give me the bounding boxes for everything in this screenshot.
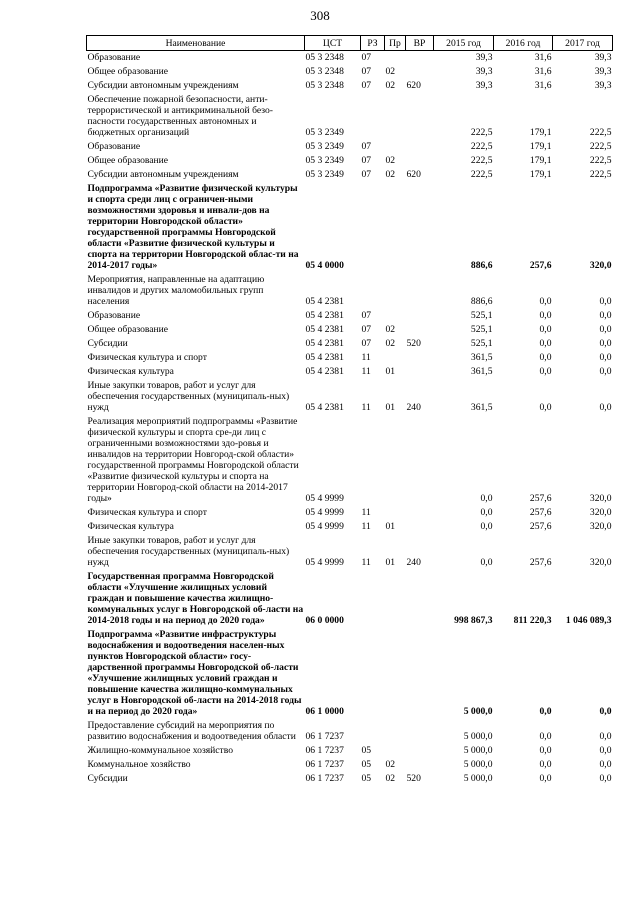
row-name: Мероприятия, направленные на адаптацию инвалидов и других маломобильных групп населения bbox=[87, 274, 265, 307]
row-value-2016: 0,0 bbox=[539, 759, 552, 770]
table-row bbox=[87, 140, 613, 154]
row-value-2016: 0,0 bbox=[539, 402, 552, 413]
row-vr: 620 bbox=[406, 169, 421, 180]
row-name: Субсидии bbox=[87, 338, 128, 349]
row-name: Иные закупки товаров, работ и услуг для обеспечения государственных (муниципаль-ных) нужд bbox=[87, 380, 290, 413]
row-value-2015: 222,5 bbox=[470, 141, 493, 152]
row-value-2016: 0,0 bbox=[539, 352, 552, 363]
table-row bbox=[87, 379, 613, 415]
row-rz: 11 bbox=[361, 402, 371, 413]
row-cst: 06 1 7237 bbox=[305, 731, 344, 742]
row-cst: 05 4 0000 bbox=[305, 260, 344, 271]
row-rz bbox=[361, 182, 385, 273]
table-row bbox=[87, 365, 613, 379]
table-row bbox=[87, 51, 613, 66]
row-name: Образование bbox=[87, 310, 141, 321]
row-pr: 02 bbox=[385, 80, 396, 91]
row-vr bbox=[406, 744, 434, 758]
row-vr bbox=[406, 520, 434, 534]
row-name: Физическая культура bbox=[87, 366, 174, 377]
row-cst: 06 1 0000 bbox=[305, 706, 344, 717]
row-pr: 02 bbox=[385, 338, 396, 349]
row-vr bbox=[406, 140, 434, 154]
row-pr bbox=[385, 719, 406, 744]
row-rz: 11 bbox=[361, 507, 371, 518]
row-value-2015: 0,0 bbox=[480, 521, 493, 532]
table-row bbox=[87, 415, 613, 506]
row-rz: 07 bbox=[361, 310, 372, 321]
row-value-2016: 257,6 bbox=[529, 557, 552, 568]
row-name: Обеспечение пожарной безопасности, анти-террористической и антикриминальной безо-пасности государственных автономных и бюджетных организаций bbox=[87, 94, 273, 138]
table-row bbox=[87, 570, 613, 628]
row-pr: 02 bbox=[385, 169, 396, 180]
row-rz: 07 bbox=[361, 141, 372, 152]
row-name: Жилищно-коммунальное хозяйство bbox=[87, 745, 234, 756]
row-value-2015: 39,3 bbox=[475, 66, 493, 77]
row-value-2016: 0,0 bbox=[539, 296, 552, 307]
row-value-2015: 525,1 bbox=[470, 324, 493, 335]
row-value-2017: 39,3 bbox=[594, 66, 612, 77]
row-rz: 05 bbox=[361, 759, 372, 770]
row-value-2016: 257,6 bbox=[529, 260, 552, 271]
row-value-2016: 0,0 bbox=[539, 773, 552, 784]
row-value-2015: 361,5 bbox=[470, 352, 493, 363]
row-vr bbox=[406, 323, 434, 337]
row-name: Иные закупки товаров, работ и услуг для обеспечения государственных (муниципаль-ных) нужд bbox=[87, 535, 290, 568]
row-value-2016: 179,1 bbox=[529, 127, 552, 138]
row-vr bbox=[406, 273, 434, 309]
row-name: Коммунальное хозяйство bbox=[87, 759, 191, 770]
row-cst: 05 3 2348 bbox=[305, 52, 344, 63]
col-header-2015: 2015 год bbox=[434, 36, 494, 51]
row-name: Образование bbox=[87, 52, 141, 63]
row-pr bbox=[385, 351, 406, 365]
row-cst: 05 4 2381 bbox=[305, 324, 344, 335]
row-value-2017: 320,0 bbox=[589, 557, 612, 568]
row-value-2016: 0,0 bbox=[539, 310, 552, 321]
row-value-2017: 222,5 bbox=[589, 169, 612, 180]
row-value-2017: 39,3 bbox=[594, 80, 612, 91]
row-pr bbox=[385, 182, 406, 273]
row-vr bbox=[406, 415, 434, 506]
row-pr bbox=[385, 628, 406, 719]
row-pr: 02 bbox=[385, 155, 396, 166]
row-value-2015: 0,0 bbox=[480, 493, 493, 504]
row-rz: 11 bbox=[361, 352, 371, 363]
row-value-2016: 179,1 bbox=[529, 169, 552, 180]
row-name: Реализация мероприятий подпрограммы «Развитие физической культуры и спорта сре-ди лиц с ограниченными возможностями здо-ровья и инвалидов на территории Новгород-ской области» государственной программы Новгородской области «Развитие физической культуры и спорта на территории Новгород-ской области на 2014-2017 годы» bbox=[87, 416, 299, 504]
row-name: Образование bbox=[87, 141, 141, 152]
row-name: Общее образование bbox=[87, 324, 169, 335]
row-value-2015: 39,3 bbox=[475, 80, 493, 91]
table-row bbox=[87, 182, 613, 273]
table-row bbox=[87, 628, 613, 719]
row-pr: 01 bbox=[385, 402, 396, 413]
row-vr bbox=[406, 365, 434, 379]
row-pr: 02 bbox=[385, 66, 396, 77]
row-value-2017: 320,0 bbox=[589, 521, 612, 532]
row-name: Общее образование bbox=[87, 155, 169, 166]
table-row bbox=[87, 323, 613, 337]
row-value-2017: 320,0 bbox=[589, 507, 612, 518]
row-value-2017: 222,5 bbox=[589, 127, 612, 138]
row-cst: 05 4 9999 bbox=[305, 493, 344, 504]
row-rz bbox=[361, 570, 385, 628]
row-cst: 05 4 2381 bbox=[305, 310, 344, 321]
row-value-2015: 361,5 bbox=[470, 402, 493, 413]
row-name: Субсидии bbox=[87, 773, 128, 784]
row-value-2017: 0,0 bbox=[599, 759, 612, 770]
row-vr: 240 bbox=[406, 557, 421, 568]
table-row bbox=[87, 772, 613, 786]
row-pr bbox=[385, 93, 406, 140]
row-name: Субсидии автономным учреждениям bbox=[87, 80, 239, 91]
col-header-rz: РЗ bbox=[361, 36, 385, 51]
row-value-2016: 179,1 bbox=[529, 155, 552, 166]
row-vr: 520 bbox=[406, 338, 421, 349]
row-value-2016: 0,0 bbox=[539, 366, 552, 377]
row-cst: 06 1 7237 bbox=[305, 745, 344, 756]
row-rz: 07 bbox=[361, 155, 372, 166]
row-name: Физическая культура и спорт bbox=[87, 352, 207, 363]
row-value-2016: 0,0 bbox=[539, 731, 552, 742]
row-cst: 05 4 2381 bbox=[305, 352, 344, 363]
row-cst: 05 3 2348 bbox=[305, 80, 344, 91]
row-vr bbox=[406, 506, 434, 520]
row-cst: 05 3 2349 bbox=[305, 141, 344, 152]
row-value-2017: 0,0 bbox=[599, 402, 612, 413]
row-value-2017: 222,5 bbox=[589, 141, 612, 152]
row-vr: 240 bbox=[406, 402, 421, 413]
row-value-2015: 5 000,0 bbox=[463, 731, 493, 742]
row-cst: 06 1 7237 bbox=[305, 759, 344, 770]
row-rz: 07 bbox=[361, 80, 372, 91]
table-row bbox=[87, 719, 613, 744]
row-value-2017: 0,0 bbox=[599, 366, 612, 377]
row-cst: 05 3 2348 bbox=[305, 66, 344, 77]
row-rz: 11 bbox=[361, 521, 371, 532]
row-value-2016: 257,6 bbox=[529, 493, 552, 504]
row-cst: 05 4 2381 bbox=[305, 296, 344, 307]
col-header-pr: Пр bbox=[385, 36, 406, 51]
row-value-2015: 0,0 bbox=[480, 507, 493, 518]
row-value-2017: 0,0 bbox=[599, 745, 612, 756]
row-vr bbox=[406, 351, 434, 365]
row-value-2016: 179,1 bbox=[529, 141, 552, 152]
row-value-2017: 0,0 bbox=[599, 731, 612, 742]
col-header-name: Наименование bbox=[87, 36, 305, 51]
row-rz: 07 bbox=[361, 338, 372, 349]
row-pr: 02 bbox=[385, 759, 396, 770]
row-value-2017: 0,0 bbox=[599, 352, 612, 363]
row-value-2015: 998 867,3 bbox=[454, 615, 493, 626]
row-value-2016: 0,0 bbox=[539, 338, 552, 349]
row-vr bbox=[406, 719, 434, 744]
row-value-2016: 811 220,3 bbox=[513, 615, 552, 626]
row-vr bbox=[406, 93, 434, 140]
table-row bbox=[87, 744, 613, 758]
table-row bbox=[87, 154, 613, 168]
table-header-row bbox=[87, 36, 613, 51]
row-cst: 05 4 2381 bbox=[305, 402, 344, 413]
row-rz bbox=[361, 93, 385, 140]
row-cst: 05 4 9999 bbox=[305, 521, 344, 532]
table-row bbox=[87, 79, 613, 93]
row-value-2017: 39,3 bbox=[594, 52, 612, 63]
row-value-2015: 5 000,0 bbox=[463, 745, 493, 756]
row-value-2015: 5 000,0 bbox=[463, 706, 493, 717]
row-vr bbox=[406, 51, 434, 66]
row-rz bbox=[361, 415, 385, 506]
row-value-2015: 222,5 bbox=[470, 155, 493, 166]
row-cst: 05 4 2381 bbox=[305, 338, 344, 349]
table-row bbox=[87, 65, 613, 79]
row-value-2017: 320,0 bbox=[589, 260, 612, 271]
table-row bbox=[87, 520, 613, 534]
row-value-2016: 257,6 bbox=[529, 521, 552, 532]
row-value-2017: 0,0 bbox=[599, 338, 612, 349]
row-rz: 07 bbox=[361, 324, 372, 335]
table-row bbox=[87, 168, 613, 182]
row-name: Субсидии автономным учреждениям bbox=[87, 169, 239, 180]
row-value-2015: 222,5 bbox=[470, 169, 493, 180]
row-vr: 520 bbox=[406, 773, 421, 784]
row-value-2015: 525,1 bbox=[470, 310, 493, 321]
row-pr bbox=[385, 309, 406, 323]
row-value-2017: 0,0 bbox=[599, 773, 612, 784]
row-cst: 05 3 2349 bbox=[305, 169, 344, 180]
row-cst: 06 1 7237 bbox=[305, 773, 344, 784]
row-pr: 01 bbox=[385, 521, 396, 532]
row-name: Государственная программа Новгородской области «Улучшение жилищных условий граждан и повышение качества жилищно-коммунальных услуг в Новгородской об-ласти на 2014-2018 годы и на период до 2020 года» bbox=[87, 571, 304, 626]
col-header-2017: 2017 год bbox=[553, 36, 613, 51]
row-value-2016: 31,6 bbox=[534, 80, 552, 91]
row-cst: 05 4 9999 bbox=[305, 507, 344, 518]
row-vr bbox=[406, 570, 434, 628]
row-cst: 06 0 0000 bbox=[305, 615, 344, 626]
table-row bbox=[87, 309, 613, 323]
budget-table bbox=[86, 35, 613, 786]
row-rz: 07 bbox=[361, 66, 372, 77]
row-rz bbox=[361, 719, 385, 744]
row-pr bbox=[385, 51, 406, 66]
col-header-vr: ВР bbox=[406, 36, 434, 51]
row-value-2015: 5 000,0 bbox=[463, 759, 493, 770]
row-value-2017: 1 046 089,3 bbox=[565, 615, 612, 626]
row-name: Общее образование bbox=[87, 66, 169, 77]
table-row bbox=[87, 758, 613, 772]
row-value-2015: 5 000,0 bbox=[463, 773, 493, 784]
row-vr: 620 bbox=[406, 80, 421, 91]
row-value-2016: 0,0 bbox=[539, 706, 552, 717]
row-vr bbox=[406, 628, 434, 719]
row-vr bbox=[406, 309, 434, 323]
row-pr bbox=[385, 140, 406, 154]
row-value-2015: 39,3 bbox=[475, 52, 493, 63]
table-row bbox=[87, 337, 613, 351]
col-header-cst: ЦСТ bbox=[305, 36, 361, 51]
row-value-2015: 0,0 bbox=[480, 557, 493, 568]
page-number: 308 bbox=[310, 8, 330, 23]
row-value-2017: 0,0 bbox=[599, 310, 612, 321]
row-cst: 05 3 2349 bbox=[305, 127, 344, 138]
row-rz: 07 bbox=[361, 52, 372, 63]
row-value-2015: 222,5 bbox=[470, 127, 493, 138]
row-name: Физическая культура и спорт bbox=[87, 507, 207, 518]
row-name: Предоставление субсидий на мероприятия по развитию водоснабжения и водоотведения области bbox=[87, 720, 296, 742]
table-row bbox=[87, 273, 613, 309]
row-pr: 01 bbox=[385, 366, 396, 377]
row-value-2017: 0,0 bbox=[599, 296, 612, 307]
row-name: Подпрограмма «Развитие физической культуры и спорта среди лиц с ограничен-ными возможностями здоровья и инвали-дов на территории Новгородской области» государственной программы Новгородской области «Развитие физической культуры и спорта на территории Новгородской облас-ти на 2014-2017 годы» bbox=[87, 183, 299, 271]
row-pr bbox=[385, 415, 406, 506]
row-rz bbox=[361, 273, 385, 309]
row-rz: 05 bbox=[361, 773, 372, 784]
row-pr: 02 bbox=[385, 773, 396, 784]
row-value-2015: 525,1 bbox=[470, 338, 493, 349]
row-value-2017: 320,0 bbox=[589, 493, 612, 504]
table-row bbox=[87, 351, 613, 365]
row-value-2015: 361,5 bbox=[470, 366, 493, 377]
row-value-2016: 0,0 bbox=[539, 745, 552, 756]
row-pr: 02 bbox=[385, 324, 396, 335]
table-row bbox=[87, 534, 613, 570]
row-value-2015: 886,6 bbox=[470, 296, 493, 307]
row-rz: 05 bbox=[361, 745, 372, 756]
row-name: Подпрограмма «Развитие инфраструктуры водоснабжения и водоотведения населен-ных пунктов Новгородской области» госу-дарственной программы Новгородской об-ласти «Улучшение жилищных условий граждан и повышение качества жилищно-коммунальных услуг в Новгородской об-ласти на 2014-2018 годы и на период до 2020 года» bbox=[87, 629, 302, 717]
table-body bbox=[87, 51, 613, 787]
table-row bbox=[87, 93, 613, 140]
row-pr bbox=[385, 273, 406, 309]
row-vr bbox=[406, 65, 434, 79]
row-vr bbox=[406, 758, 434, 772]
row-pr bbox=[385, 744, 406, 758]
row-cst: 05 3 2349 bbox=[305, 155, 344, 166]
row-cst: 05 4 2381 bbox=[305, 366, 344, 377]
row-cst: 05 4 9999 bbox=[305, 557, 344, 568]
row-name: Физическая культура bbox=[87, 521, 174, 532]
row-pr: 01 bbox=[385, 557, 396, 568]
row-vr bbox=[406, 182, 434, 273]
col-header-2016: 2016 год bbox=[494, 36, 553, 51]
table-row bbox=[87, 506, 613, 520]
row-rz: 11 bbox=[361, 366, 371, 377]
row-rz: 11 bbox=[361, 557, 371, 568]
row-pr bbox=[385, 506, 406, 520]
row-value-2017: 222,5 bbox=[589, 155, 612, 166]
row-value-2015: 886,6 bbox=[470, 260, 493, 271]
row-vr bbox=[406, 154, 434, 168]
row-rz bbox=[361, 628, 385, 719]
row-value-2017: 0,0 bbox=[599, 324, 612, 335]
row-value-2017: 0,0 bbox=[599, 706, 612, 717]
row-pr bbox=[385, 570, 406, 628]
row-rz: 07 bbox=[361, 169, 372, 180]
row-value-2016: 31,6 bbox=[534, 66, 552, 77]
row-value-2016: 257,6 bbox=[529, 507, 552, 518]
row-value-2016: 31,6 bbox=[534, 52, 552, 63]
row-value-2016: 0,0 bbox=[539, 324, 552, 335]
